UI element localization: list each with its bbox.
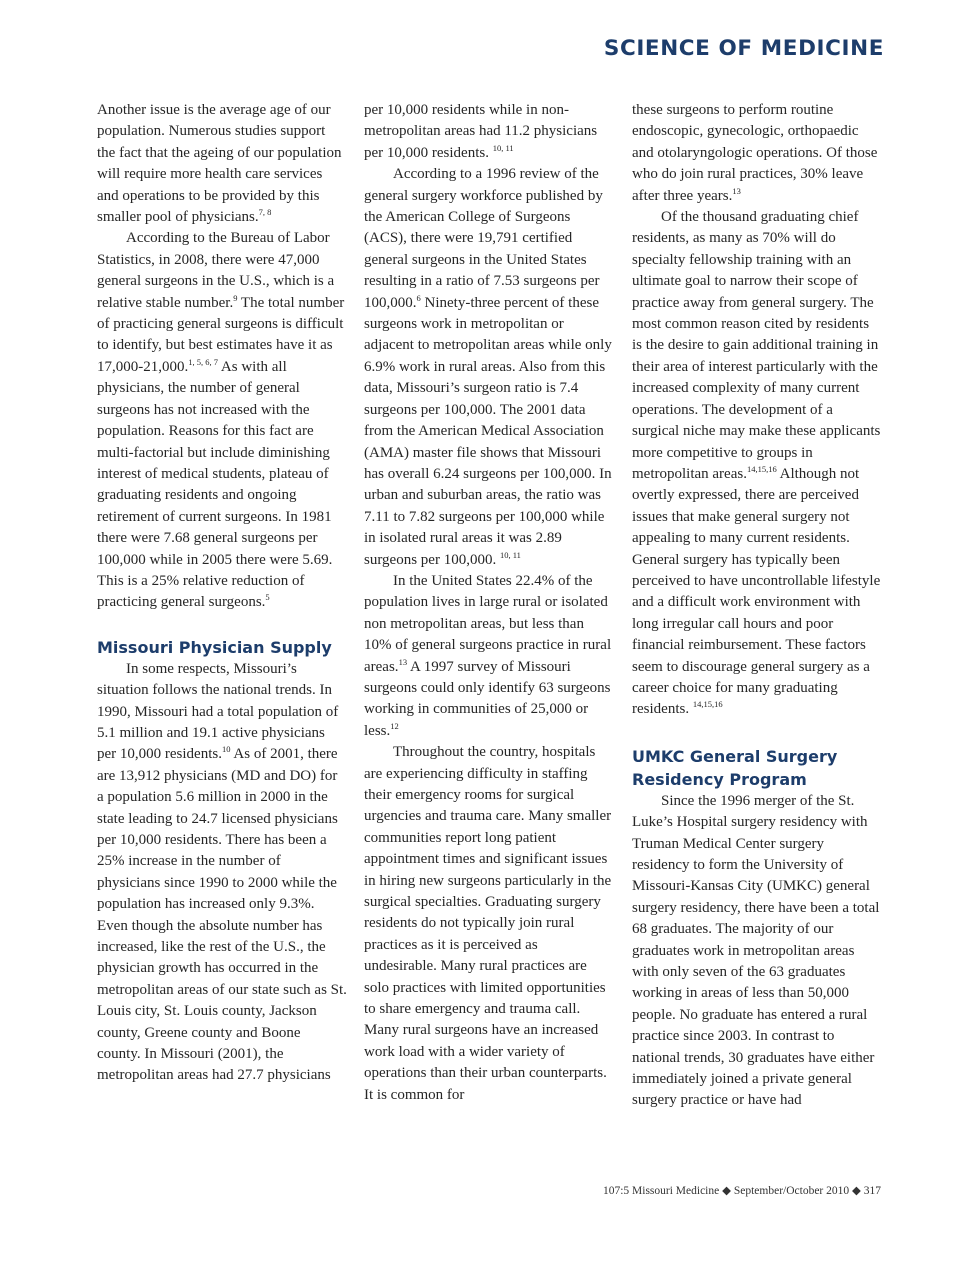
- paragraph: [632, 207, 882, 721]
- section-heading-umkc-residency: [632, 745, 882, 791]
- text-run: According to the Bureau of Labor Statistics, in 2008, there were 47,000 general surgeons in the U.S., which is a relative stable number.: [97, 230, 335, 311]
- text-run: Although not overtly expressed, there are perceived issues that make general surgery not appealing to many current residents. General surgery has typically been perceived to have uncontrollable lifestyle and a difficult work environment with long irregular call hours and poor financial reimbursement. These factors seem to discourage general surgery as a career choice for many graduating residents.: [632, 465, 881, 718]
- text-run: Ninety-three percent of these surgeons work in metropolitan or adjacent to metropolitan areas while only 6.9% work in rural areas. Also from this data, Missouri’s surgeon ratio is 7.4 surgeons per 100,000. The 2001 data from the American Medical Association (AMA) master file shows that Missouri has overall 6.24 surgeons per 100,000. In urban and suburban areas, the ratio was 7.11 to 7.82 surgeons per 100,000 while in isolated rural areas it was 2.89 surgeons per 100,000.: [364, 294, 612, 568]
- citation: 7, 8: [258, 207, 272, 218]
- text-run: According to a 1996 review of the general surgery workforce published by the American College of Surgeons (ACS), there were 19,791 certified general surgeons in the United States resulting in a ratio of 7.53 surgeons per 100,000.: [364, 166, 603, 311]
- column-3: [632, 100, 882, 1112]
- citation: 13: [732, 185, 741, 196]
- citation: 13: [398, 656, 408, 667]
- paragraph: [97, 659, 347, 1087]
- paragraph: [632, 100, 882, 207]
- text-run: Since the 1996 merger of the St. Luke’s Hospital surgery residency with Truman Medical Center surgery residency to form the University of Missouri-Kansas City (UMKC) general surgery residency, there have been a total 68 graduates. The majority of our graduates work in metropolitan areas with only seven of the 63 graduates working in areas of less than 50,000 people. No graduate has entered a rural practice since 2003. In contrast to national trends, 30 graduates have either immediately joined a private general surgery practice or have had: [632, 792, 880, 1109]
- diamond-separator-icon: ◆: [719, 1185, 734, 1197]
- text-run: Another issue is the average age of our population. Numerous studies support the fact that the ageing of our population will require more health care services and operations to be provided by this smaller pool of physicians.: [97, 102, 342, 226]
- section-title: SCIENCE OF MEDICINE: [603, 36, 884, 61]
- paragraph: [632, 791, 882, 1112]
- section-heading-missouri-physician-supply: Missouri Physician Supply: [97, 637, 332, 657]
- text-run: As with all physicians, the number of general surgeons has not increased with the population. Reasons for this fact are multi-factorial but include diminishing interest of medical students, plateau of graduating residents and ongoing retirement of current surgeons. In 1981 there were 7.68 general surgeons per 100,000 while in 2005 there were 5.69. This is a 25% relative reduction of practicing general surgeons.: [97, 358, 333, 611]
- text-run: In some respects, Missouri’s situation follows the national trends. In 1990, Missouri had a total population of 5.1 million and 19.1 active physicians per 10,000 residents.: [97, 660, 339, 763]
- text-run: A 1997 survey of Missouri surgeons could only identify 63 surgeons working in communities of 25,000 or less.: [364, 658, 611, 739]
- citation: 1, 5, 6, 7: [188, 356, 218, 367]
- paragraph: [364, 742, 614, 1106]
- column-2: [364, 100, 614, 1106]
- footer-issue: 107:5 Missouri Medicine: [602, 1185, 720, 1197]
- page-footer: [603, 1183, 881, 1197]
- diamond-separator-icon: ◆: [849, 1185, 864, 1197]
- text-run: The total number of practicing general surgeons is difficult to identify, but best estimates have it as 17,000-21,000.: [97, 294, 345, 375]
- paragraph: [97, 100, 347, 228]
- citation: 14,15,16: [746, 463, 777, 474]
- footer-date: September/October 2010: [733, 1185, 850, 1197]
- column-1: [97, 100, 347, 1087]
- citation: 6: [416, 292, 421, 303]
- citation: 12: [390, 720, 399, 731]
- citation: 10, 11: [492, 142, 514, 153]
- paragraph: [364, 164, 614, 571]
- text-run: per 10,000 residents while in non-metropolitan areas had 11.2 physicians per 10,000 residents.: [364, 102, 598, 161]
- paragraph: [364, 571, 614, 742]
- citation: 9: [233, 292, 238, 303]
- citation: 14,15,16: [692, 699, 723, 710]
- text-run: Of the thousand graduating chief residents, as many as 70% will do specialty fellowship training with an ultimate goal to narrow their scope of practice away from general surgery. The most common reason cited by residents is the desire to gain additional training in their area of interest particularly with the increased complexity of many current operations. The development of a surgical niche may make these applicants more competitive to groups in metropolitan areas.: [632, 209, 881, 482]
- text-run: these surgeons to perform routine endoscopic, gynecologic, orthopaedic and otolaryngologic operations. Of those who do join rural practices, 30% leave after three years.: [632, 102, 878, 204]
- text-run: As of 2001, there are 13,912 physicians (MD and DO) for a population 5.6 million in 2000 in the state leading to 24.7 licensed physicians per 10,000 residents. There has been a 25% increase in the number of physicians since 1990 to 2000 while the population has increased only 9.3%. Even though the absolute number has increased, like the rest of the U.S., the physician growth has occurred in the metropolitan areas of our state such as St. Louis city, St. Louis county, Jackson county, Greene county and Boone county. In Missouri (2001), the metropolitan areas had 27.7 physicians: [97, 746, 347, 1084]
- footer-page-number: 317: [863, 1185, 881, 1197]
- citation: 10: [221, 744, 231, 755]
- heading-line: Residency Program: [632, 769, 807, 789]
- heading-line: UMKC General Surgery: [632, 746, 838, 766]
- paragraph: [364, 100, 614, 164]
- paragraph: [97, 228, 347, 613]
- citation: 10, 11: [499, 549, 521, 560]
- text-run: Throughout the country, hospitals are experiencing difficulty in staffing their emergency rooms for surgical urgencies and trauma care. Many smaller communities report long patient appointment times and significant issues in hiring new surgeons particularly in the surgical specialties. Graduating surgery residents do not typically join rural practices as it is perceived as undesirable. Many rural practices are solo practices with limited opportunities to share emergency and trauma call. Many rural surgeons have an increased work load with a wider variety of operations than their urban counterparts. It is common for: [364, 744, 612, 1103]
- citation: 5: [265, 592, 270, 603]
- text-run: In the United States 22.4% of the population lives in large rural or isolated non metropolitan areas, but less than 10% of general surgeons practice in rural areas.: [364, 572, 612, 675]
